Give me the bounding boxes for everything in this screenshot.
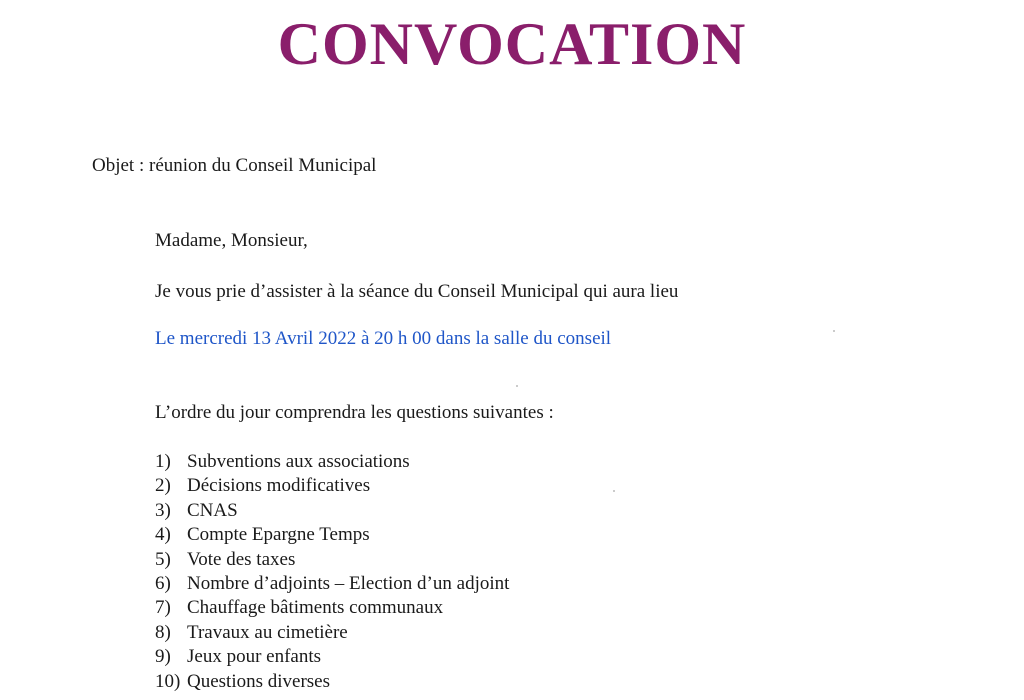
agenda-item-number: 8) [155,621,171,643]
agenda-item-number: 5) [155,548,171,570]
agenda-item-number: 3) [155,499,171,521]
agenda-item-label: Chauffage bâtiments communaux [187,597,444,619]
agenda-item-number: 10) [155,670,181,692]
agenda-item-label: Questions diverses [187,670,331,692]
agenda-item [155,499,509,523]
agenda-item [155,596,509,620]
agenda-item-label: Jeux pour enfants [187,646,322,668]
agenda-item [155,523,509,547]
agenda-item [155,450,509,474]
scan-speck [833,330,835,332]
agenda-item [155,572,509,596]
agenda-item-number: 7) [155,597,171,619]
agenda-item-number: 9) [155,646,171,668]
agenda-list [155,450,509,694]
agenda-item-label: Travaux au cimetière [187,621,348,643]
scan-speck [516,385,518,387]
agenda-item-label: Décisions modificatives [187,475,371,497]
agenda-item [155,474,509,498]
agenda-intro: L’ordre du jour comprendra les questions suivantes : [155,402,554,423]
invitation-text: Je vous prie d’assister à la séance du Conseil Municipal qui aura lieu [155,281,679,302]
agenda-item [155,621,509,645]
agenda-item-number: 6) [155,573,171,595]
agenda-item-number: 2) [155,475,171,497]
agenda-item-label: Subventions aux associations [187,451,410,472]
subject-line: Objet : réunion du Conseil Municipal [92,155,377,176]
agenda-item-label: Vote des taxes [187,548,296,570]
agenda-item-number: 4) [155,524,171,546]
agenda-item [155,548,509,572]
agenda-item [155,645,509,669]
agenda-item-label: CNAS [187,499,238,521]
salutation: Madame, Monsieur, [155,230,308,251]
document-title: CONVOCATION [277,11,747,77]
agenda-item-number: 1) [155,451,171,472]
scan-speck [613,490,615,492]
agenda-item-label: Compte Epargne Temps [187,524,370,546]
meeting-date-line: Le mercredi 13 Avril 2022 à 20 h 00 dans la salle du conseil [155,328,612,349]
agenda-item-label: Nombre d’adjoints – Election d’un adjoint [187,573,510,595]
agenda-item [155,670,509,694]
